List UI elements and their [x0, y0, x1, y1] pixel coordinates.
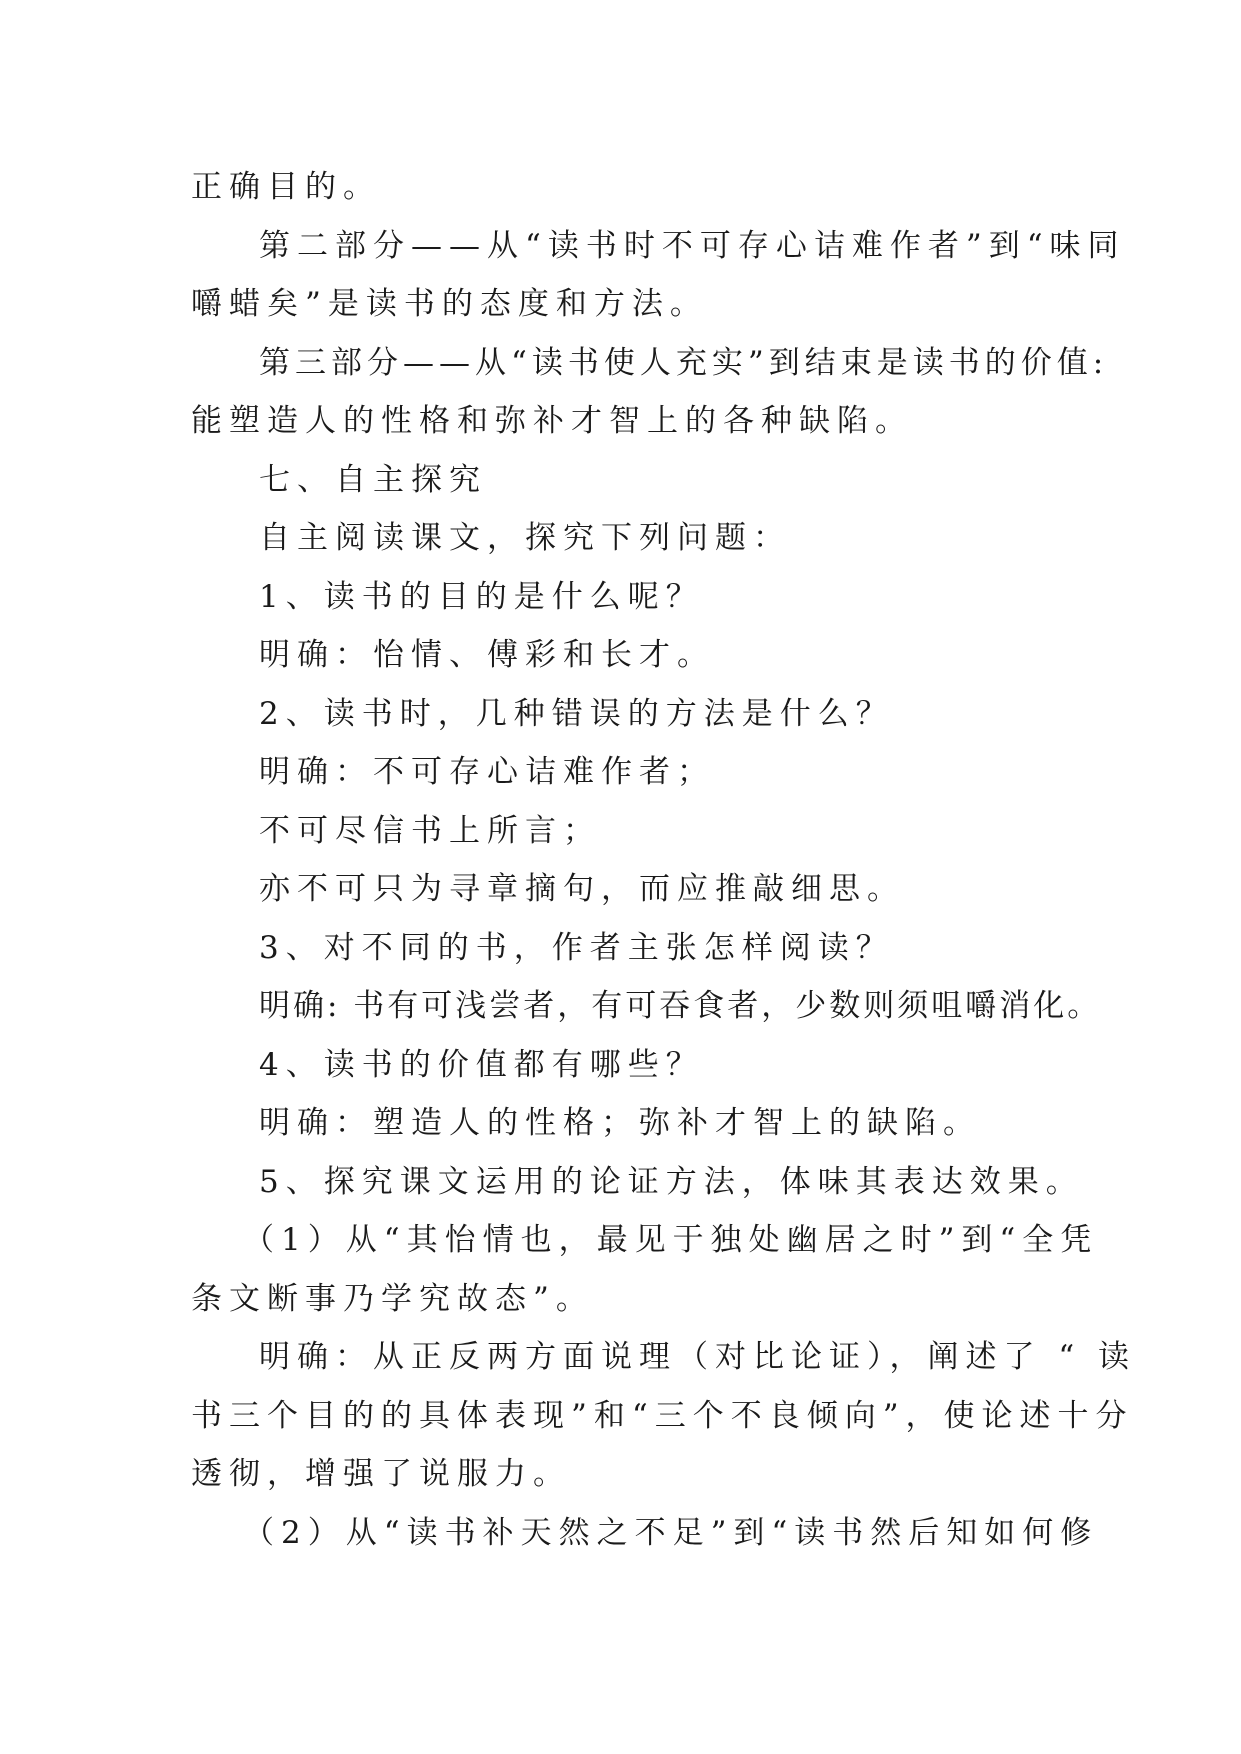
- question-line: 3、对不同的书，作者主张怎样阅读？: [259, 929, 894, 966]
- sub-question-line: （1）从“其怡情也，最见于独处幽居之时”到“全凭: [243, 1222, 1099, 1258]
- answer-line: 明确: 书有可浅尝者，有可吞食者，少数则须咀嚼消化。: [259, 988, 1102, 1024]
- question-line: 5、探究课文运用的论证方法，体味其表达效果。: [259, 1163, 1084, 1200]
- answer-line: 亦不可只为寻章摘句，而应推敲细思。: [259, 871, 905, 907]
- answer-line: 明确：怡情、傅彩和长才。: [259, 637, 715, 673]
- question-line: 4、读书的价值都有哪些？: [259, 1046, 704, 1083]
- answer-line: 明确：塑造人的性格；弥补才智上的缺陷。: [259, 1105, 981, 1141]
- text-line: 第三部分——从“读书使人充实”到结束是读书的价值:: [259, 344, 1109, 381]
- question-line: 1、读书的目的是什么呢？: [259, 578, 704, 615]
- answer-line: 不可尽信书上所言；: [259, 812, 601, 849]
- text-line: 第二部分——从“读书时不可存心诘难作者”到“味同: [259, 227, 1126, 264]
- question-line: 2、读书时，几种错误的方法是什么？: [259, 695, 894, 732]
- section-heading: 七、自主探究: [259, 461, 487, 498]
- text-line: 条文断事乃学究故态”。: [191, 1280, 594, 1317]
- text-line: 能塑造人的性格和弥补才智上的各种缺陷。: [191, 403, 913, 439]
- answer-line: 明确：从正反两方面说理（对比论证），阐述了 “ 读: [259, 1339, 1137, 1375]
- text-line: 自主阅读课文，探究下列问题：: [259, 520, 791, 556]
- document-body: [191, 158, 1137, 1562]
- answer-line: 明确：不可存心诘难作者；: [259, 754, 715, 790]
- text-line: 透彻，增强了说服力。: [191, 1456, 571, 1492]
- text-line: 嚼蜡矣”是读书的态度和方法。: [191, 286, 708, 322]
- sub-question-line: （2）从“读书补天然之不足”到“读书然后知如何修: [243, 1514, 1099, 1551]
- text-line: 书三个目的的具体表现”和“三个不良倾向”，使论述十分: [191, 1397, 1134, 1434]
- text-line: 正确目的。: [191, 169, 381, 205]
